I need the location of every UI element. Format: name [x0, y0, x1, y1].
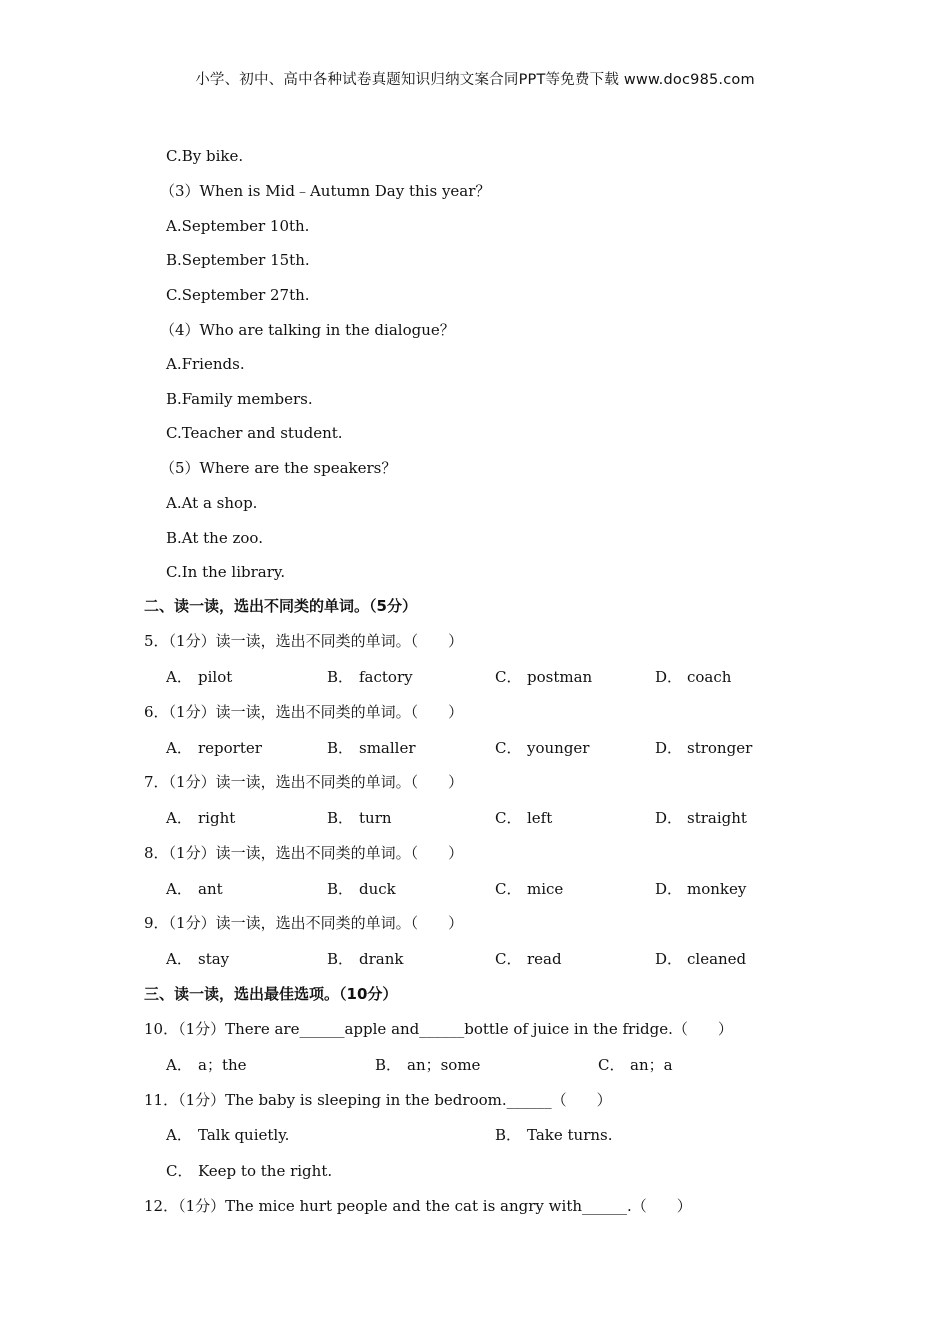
question-stem: 12．（1分）The mice hurt people and the cat is angry with______.（ ）	[144, 1197, 692, 1215]
page-header: 小学、初中、高中各种试卷真题知识归纳文案合同PPT等免费下载 www.doc985.com	[195, 72, 755, 88]
option-b: B． Take turns.	[495, 1126, 613, 1144]
option-row	[166, 1055, 726, 1075]
question-stem: 11．（1分）The baby is sleeping in the bedroom.______（ ）	[144, 1091, 612, 1109]
option-row	[166, 808, 806, 828]
option-row	[166, 1125, 726, 1145]
option-b: B． drank	[327, 950, 404, 968]
section-title: 三、读一读，选出最佳选项。（10分）	[144, 985, 398, 1003]
option-a: A． Talk quietly.	[166, 1126, 290, 1144]
question-stem: 7．（1分）读一读，选出不同类的单词。（ ）	[144, 773, 464, 791]
question-stem: （3）When is Mid﹣Autumn Day this year？	[160, 182, 491, 200]
option-c: C． read	[495, 950, 562, 968]
option-c: C． an；a	[598, 1056, 673, 1074]
option-row	[166, 738, 806, 758]
question-stem: 6．（1分）读一读，选出不同类的单词。（ ）	[144, 703, 464, 721]
option-line: A.Friends.	[166, 355, 245, 373]
option-line: C.In the library.	[166, 563, 286, 581]
option-row	[166, 1161, 566, 1181]
option-c: C． Keep to the right.	[166, 1162, 333, 1180]
option-b: B． duck	[327, 880, 396, 898]
option-c: C． postman	[495, 668, 593, 686]
option-b: B． an；some	[375, 1056, 481, 1074]
option-a: A． a；the	[166, 1056, 247, 1074]
option-a: A． stay	[166, 950, 230, 968]
option-line: C.Teacher and student.	[166, 424, 343, 442]
option-b: B． smaller	[327, 739, 416, 757]
option-d: D． stronger	[655, 739, 753, 757]
option-line: A.September 10th.	[166, 217, 310, 235]
option-d: D． coach	[655, 668, 732, 686]
option-c: C． younger	[495, 739, 590, 757]
option-row	[166, 879, 806, 899]
option-line: B.At the zoo.	[166, 529, 263, 547]
option-c: C． mice	[495, 880, 564, 898]
option-d: D． cleaned	[655, 950, 747, 968]
option-line: A.At a shop.	[166, 494, 258, 512]
question-stem: 5．（1分）读一读，选出不同类的单词。（ ）	[144, 632, 464, 650]
option-b: B． turn	[327, 809, 392, 827]
question-stem: （5）Where are the speakers？	[160, 459, 397, 477]
option-line: C.By bike.	[166, 147, 244, 165]
option-row	[166, 949, 806, 969]
option-a: A． reporter	[166, 739, 262, 757]
question-stem: 10．（1分）There are______apple and______bottle of juice in the fridge.（ ）	[144, 1020, 733, 1038]
option-d: D． monkey	[655, 880, 747, 898]
question-stem: 8．（1分）读一读，选出不同类的单词。（ ）	[144, 844, 464, 862]
option-a: A． ant	[166, 880, 223, 898]
question-stem: 9．（1分）读一读，选出不同类的单词。（ ）	[144, 914, 464, 932]
question-stem: （4）Who are talking in the dialogue？	[160, 321, 455, 339]
option-row	[166, 667, 806, 687]
option-line: B.Family members.	[166, 390, 313, 408]
section-title: 二、读一读，选出不同类的单词。（5分）	[144, 597, 417, 615]
option-a: A． pilot	[166, 668, 233, 686]
option-a: A． right	[166, 809, 236, 827]
option-line: B.September 15th.	[166, 251, 310, 269]
option-b: B． factory	[327, 668, 413, 686]
option-d: D． straight	[655, 809, 747, 827]
option-line: C.September 27th.	[166, 286, 310, 304]
option-c: C． left	[495, 809, 553, 827]
